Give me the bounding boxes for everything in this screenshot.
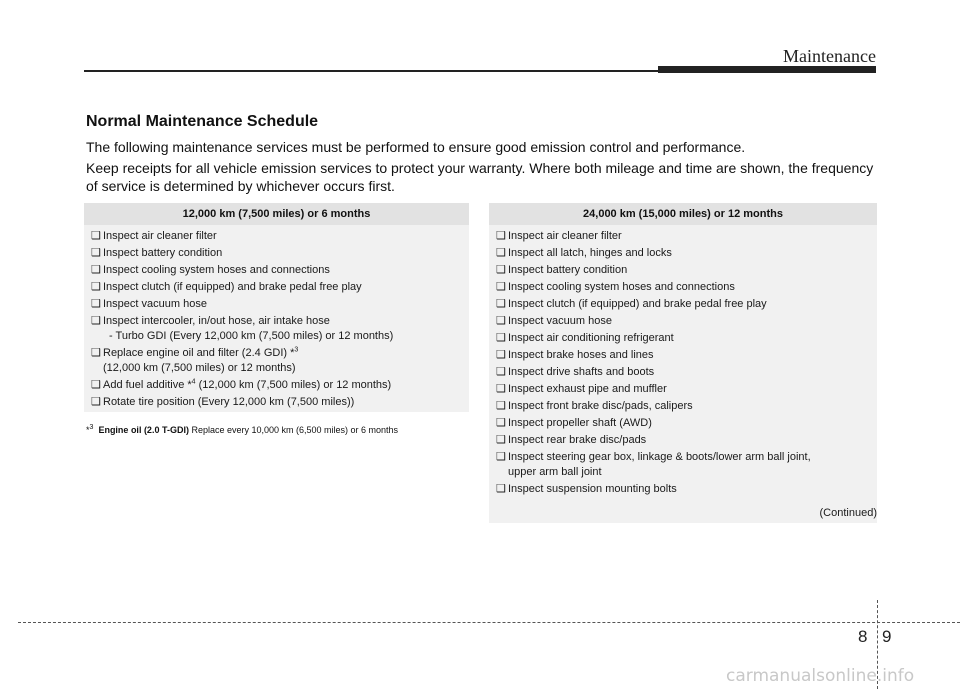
checkbox-icon: ❑ bbox=[496, 230, 506, 242]
item-text: Inspect air cleaner filter bbox=[103, 230, 217, 242]
list-item bbox=[91, 395, 463, 410]
list-item bbox=[91, 314, 463, 344]
item-text: Inspect cooling system hoses and connections bbox=[103, 264, 330, 276]
bottom-rule bbox=[18, 622, 960, 623]
page-number: 9 bbox=[882, 627, 892, 646]
footnote-ref: 3 bbox=[294, 346, 299, 354]
checkbox-icon: ❑ bbox=[496, 247, 506, 259]
checkbox-icon: ❑ bbox=[496, 417, 506, 429]
watermark: carmanualsonline.info bbox=[726, 666, 915, 686]
item-text bbox=[508, 450, 871, 480]
item-text: Inspect drive shafts and boots bbox=[508, 366, 655, 378]
section-title: Normal Maintenance Schedule bbox=[86, 113, 319, 130]
item-main: Inspect steering gear box, linkage & boots/lower arm ball joint, bbox=[508, 451, 811, 463]
list-item bbox=[496, 246, 871, 261]
schedule-list-right bbox=[489, 225, 877, 497]
page-chapter-number: 8 bbox=[858, 627, 868, 646]
item-text bbox=[103, 314, 463, 344]
footnote-bold: Engine oil (2.0 T-GDI) bbox=[98, 425, 189, 435]
item-main: Inspect intercooler, in/out hose, air intake hose bbox=[103, 315, 330, 327]
item-text: Inspect brake hoses and lines bbox=[508, 349, 654, 361]
item-text: Inspect battery condition bbox=[103, 247, 223, 259]
list-item bbox=[496, 229, 871, 244]
list-item bbox=[496, 416, 871, 431]
footnote bbox=[86, 425, 398, 435]
item-text: Inspect vacuum hose bbox=[508, 315, 612, 327]
list-item bbox=[496, 331, 871, 346]
list-item bbox=[496, 399, 871, 414]
checkbox-icon: ❑ bbox=[91, 347, 101, 359]
footnote-text: Replace every 10,000 km (6,500 miles) or 6 months bbox=[188, 425, 399, 435]
item-text: Inspect air conditioning refrigerant bbox=[508, 332, 674, 344]
checkbox-icon: ❑ bbox=[496, 434, 506, 446]
list-item bbox=[91, 280, 463, 295]
checkbox-icon: ❑ bbox=[496, 332, 506, 344]
checkbox-icon: ❑ bbox=[496, 281, 506, 293]
schedule-heading-left: 12,000 km (7,500 miles) or 6 months bbox=[84, 203, 469, 225]
checkbox-icon: ❑ bbox=[496, 483, 506, 495]
list-item bbox=[91, 378, 463, 393]
footnote-marker-number: 3 bbox=[89, 424, 94, 431]
checkbox-icon: ❑ bbox=[91, 396, 101, 408]
item-text: Inspect rear brake disc/pads bbox=[508, 434, 647, 446]
list-item bbox=[496, 297, 871, 312]
item-main: Add fuel additive * bbox=[103, 379, 192, 391]
item-text: Inspect suspension mounting bolts bbox=[508, 483, 677, 495]
list-item bbox=[496, 433, 871, 448]
list-item bbox=[91, 246, 463, 261]
item-text bbox=[103, 346, 463, 376]
continued-label: (Continued) bbox=[819, 507, 877, 519]
item-text: Inspect clutch (if equipped) and brake pedal free play bbox=[103, 281, 362, 293]
list-item bbox=[91, 297, 463, 312]
checkbox-icon: ❑ bbox=[91, 379, 101, 391]
checkbox-icon: ❑ bbox=[496, 451, 506, 463]
footnote-ref: 4 bbox=[191, 378, 196, 386]
list-item bbox=[91, 229, 463, 244]
intro-paragraph-2: Keep receipts for all vehicle emission services to protect your warranty. Where both mileage and time are shown, the frequency of service is determined by whichever occurs first. bbox=[86, 160, 874, 194]
intro-paragraph-1: The following maintenance services must be performed to ensure good emission control and performance. bbox=[86, 139, 746, 155]
item-text: Inspect vacuum hose bbox=[103, 298, 207, 310]
item-text: Inspect air cleaner filter bbox=[508, 230, 622, 242]
item-text: Inspect clutch (if equipped) and brake pedal free play bbox=[508, 298, 767, 310]
checkbox-icon: ❑ bbox=[496, 298, 506, 310]
checkbox-icon: ❑ bbox=[496, 400, 506, 412]
item-main: Replace engine oil and filter (2.4 GDI) * bbox=[103, 347, 295, 359]
checkbox-icon: ❑ bbox=[91, 230, 101, 242]
item-text: Inspect cooling system hoses and connections bbox=[508, 281, 735, 293]
page-header-title: Maintenance bbox=[783, 46, 876, 66]
list-item bbox=[496, 348, 871, 363]
item-subline: (12,000 km (7,500 miles) or 12 months) bbox=[103, 362, 296, 374]
list-item bbox=[496, 314, 871, 329]
item-text: Inspect battery condition bbox=[508, 264, 628, 276]
list-item bbox=[496, 482, 871, 497]
item-subline: - Turbo GDI (Every 12,000 km (7,500 miles) or 12 months) bbox=[109, 330, 394, 342]
list-item bbox=[496, 450, 871, 480]
item-text: Inspect propeller shaft (AWD) bbox=[508, 417, 652, 429]
checkbox-icon: ❑ bbox=[496, 366, 506, 378]
footnote-marker: * bbox=[86, 425, 90, 435]
list-item bbox=[496, 365, 871, 380]
list-item bbox=[496, 280, 871, 295]
checkbox-icon: ❑ bbox=[496, 383, 506, 395]
item-rest: (12,000 km (7,500 miles) or 12 months) bbox=[195, 379, 392, 391]
item-text: Inspect front brake disc/pads, calipers bbox=[508, 400, 693, 412]
item-text: Inspect exhaust pipe and muffler bbox=[508, 383, 667, 395]
schedule-list-left bbox=[84, 225, 469, 410]
list-item bbox=[91, 346, 463, 376]
header-rule-thick bbox=[658, 66, 876, 73]
checkbox-icon: ❑ bbox=[91, 247, 101, 259]
schedule-heading-right: 24,000 km (15,000 miles) or 12 months bbox=[489, 203, 877, 225]
checkbox-icon: ❑ bbox=[91, 315, 101, 327]
checkbox-icon: ❑ bbox=[496, 264, 506, 276]
list-item bbox=[91, 263, 463, 278]
item-text: Rotate tire position (Every 12,000 km (7,500 miles)) bbox=[103, 396, 355, 408]
checkbox-icon: ❑ bbox=[91, 264, 101, 276]
checkbox-icon: ❑ bbox=[496, 315, 506, 327]
item-text: Inspect all latch, hinges and locks bbox=[508, 247, 672, 259]
item-subline: upper arm ball joint bbox=[508, 466, 602, 478]
schedule-table-right bbox=[489, 203, 877, 523]
schedule-table-left bbox=[84, 203, 469, 412]
header-rule-thin bbox=[84, 70, 660, 72]
list-item bbox=[496, 263, 871, 278]
item-text bbox=[103, 378, 463, 393]
list-item bbox=[496, 382, 871, 397]
checkbox-icon: ❑ bbox=[91, 298, 101, 310]
checkbox-icon: ❑ bbox=[496, 349, 506, 361]
checkbox-icon: ❑ bbox=[91, 281, 101, 293]
